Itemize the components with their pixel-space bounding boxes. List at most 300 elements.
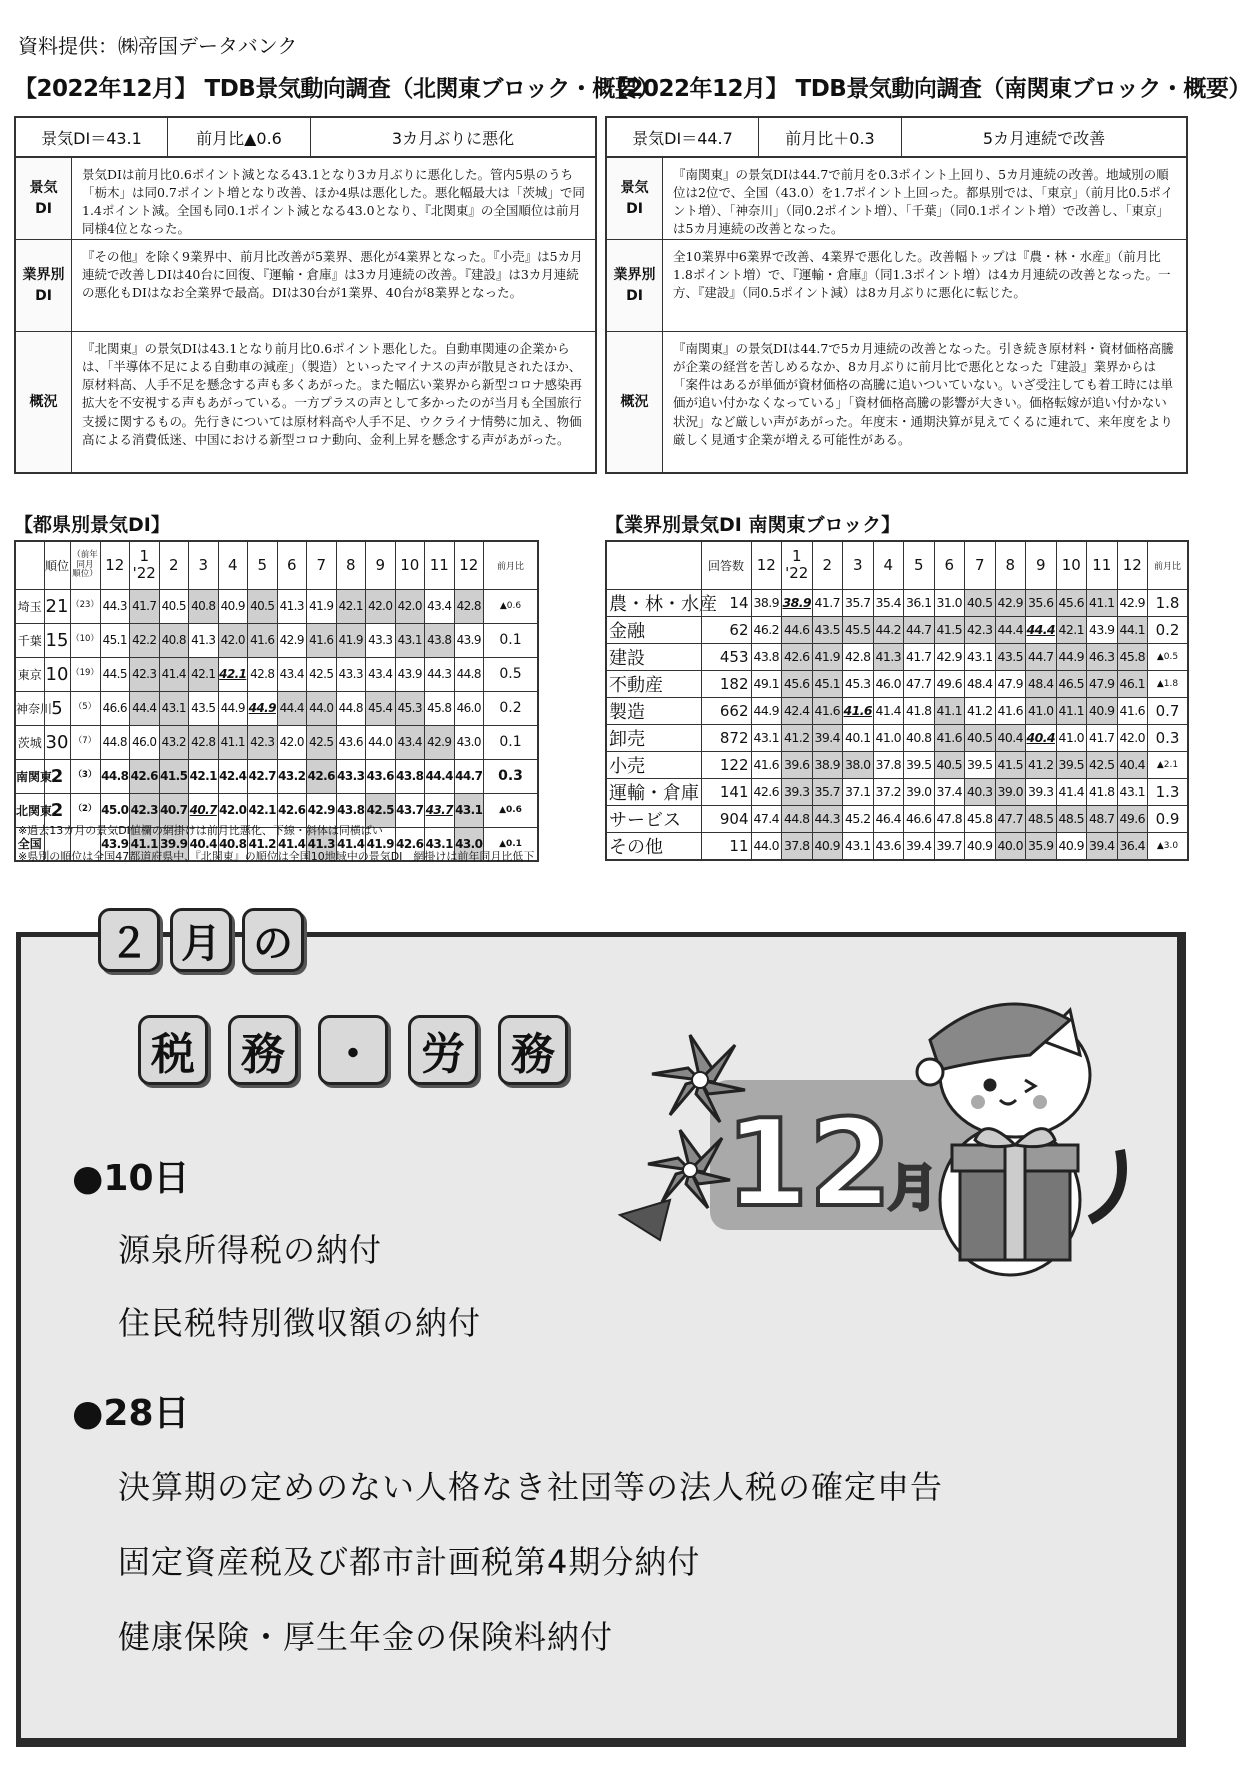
di-value: 42.3	[130, 793, 160, 827]
header-month: 2	[812, 541, 843, 589]
row-text: 『北関東』の景気DIは43.1となり前月比0.6ポイント悪化した。自動車関連の企業からは、「半導体不足による自動車の減産」（製造）といったマイナスの声が散見されたほか、原材料高、人手不足を懸念する声も多くあがった。また幅広い業界から新型コロナ感染再拡大を不安視する声もあがっている。一方プラスの声として多かったのが当月も全国旅行支援に関するもの。先行きについては原材料高や人手不足、ウクライナ情勢に加え、物価高による消費低迷、中国における新型コロナ動向、金利上昇を懸念する声があがった。	[82, 341, 583, 447]
row-change: ▲0.6	[484, 793, 539, 827]
row-change: 0.1	[484, 725, 539, 759]
header-change: 前月比	[484, 541, 539, 589]
di-value: 35.9	[1026, 832, 1057, 860]
row-count: 872	[701, 724, 751, 751]
table-row	[606, 832, 1188, 860]
di-value: 43.8	[425, 623, 455, 657]
di-value: 48.5	[1026, 805, 1057, 832]
di-value: 41.6	[751, 751, 782, 778]
di-value: 44.5	[100, 657, 130, 691]
di-value: 43.6	[336, 725, 366, 759]
di-value: 45.4	[366, 691, 396, 725]
di-value: 45.6	[1056, 589, 1087, 616]
row-prev-rank: （2）	[70, 793, 100, 827]
south-title: 【2022年12月】 TDB景気動向調査（南関東ブロック・概要）	[605, 76, 1251, 102]
di-value: 36.1	[904, 589, 935, 616]
di-value: 41.2	[1026, 751, 1057, 778]
row-name: 運輸・倉庫	[606, 778, 701, 805]
row-text: 『南関東』の景気DIは44.7で5カ月連続の改善となった。引き続き原材料・資材価格高騰が企業の経営を苦しめるなか、8カ月ぶりに前月比で悪化となった『建設』業界からは「案件はあるが単価が資材価格の高騰に追いついていない。いざ受注しても着工時には単価が追い付かなくなっている」「資材価格高騰の影響が大きい。価格転嫁が追い付かない状況」など厳しい声があがった。年度末・通期決算が見えてくるに連れて、来年度をより厳しく見通す企業が増える可能性がある。	[673, 341, 1174, 447]
header-month: 3	[843, 541, 874, 589]
row-label: 概況	[607, 332, 663, 472]
di-value: 44.6	[782, 616, 813, 643]
di-value: 41.2	[248, 827, 278, 861]
header-month: 7	[965, 541, 996, 589]
di-value: 44.9	[751, 697, 782, 724]
di-value: 46.3	[1087, 643, 1118, 670]
di-value: 44.4	[995, 616, 1026, 643]
di-value: 41.3	[307, 827, 337, 861]
di-value: 41.8	[1087, 778, 1118, 805]
di-value: 43.4	[425, 589, 455, 623]
di-value: 42.2	[130, 623, 160, 657]
di-value: 42.1	[248, 793, 278, 827]
di-value: 42.3	[130, 657, 160, 691]
di-value: 37.8	[782, 832, 813, 860]
di-value: 40.4	[995, 724, 1026, 751]
north-change: 前月比▲0.6	[168, 118, 311, 156]
di-value: 41.6	[812, 697, 843, 724]
table-row	[15, 657, 538, 691]
row-count: 141	[701, 778, 751, 805]
row-count: 182	[701, 670, 751, 697]
table-row	[15, 589, 538, 623]
schedule-item: 固定資産税及び都市計画税第4期分納付	[118, 1543, 701, 1581]
row-label: 概況	[16, 332, 72, 472]
north-summary-header	[16, 118, 595, 158]
north-di: 景気DI＝43.1	[16, 118, 168, 156]
di-value: 41.4	[159, 657, 189, 691]
di-value: 48.4	[1026, 670, 1057, 697]
di-value: 44.7	[1026, 643, 1057, 670]
di-value: 45.3	[395, 691, 425, 725]
month-unit: 月	[888, 1159, 938, 1217]
di-value: 42.6	[307, 759, 337, 793]
header-name-cell	[15, 541, 44, 589]
di-value: 39.5	[1056, 751, 1087, 778]
di-value: 46.6	[904, 805, 935, 832]
di-value: 31.0	[934, 589, 965, 616]
gift-box-icon	[952, 1129, 1078, 1260]
di-value: 41.7	[130, 589, 160, 623]
month-number: 12	[725, 1095, 892, 1234]
di-value: 43.7	[395, 793, 425, 827]
row-change: 1.8	[1148, 589, 1189, 616]
north-status: 3カ月ぶりに悪化	[391, 128, 515, 148]
di-value: 40.8	[218, 827, 248, 861]
header-month: 6	[934, 541, 965, 589]
di-value: 44.2	[873, 616, 904, 643]
di-value: 44.4	[1026, 616, 1057, 643]
table-note: ※県別の順位は全国47都道府県中、『北関東』の順位は全国10地域中の景気DI 網掛けは前年同月比低下	[18, 850, 535, 863]
di-value: 43.9	[1087, 616, 1118, 643]
row-change: 0.3	[1148, 724, 1189, 751]
header-month: 5	[904, 541, 935, 589]
di-value: 41.8	[904, 697, 935, 724]
schedule-item: 住民税特別徴収額の納付	[118, 1304, 482, 1342]
di-value: 40.3	[965, 778, 996, 805]
di-value: 39.5	[965, 751, 996, 778]
di-value: 41.0	[1026, 697, 1057, 724]
di-value: 42.1	[189, 657, 219, 691]
north-row-industry	[16, 240, 595, 332]
table-row	[606, 697, 1188, 724]
di-value: 41.6	[843, 697, 874, 724]
table-row	[606, 724, 1188, 751]
row-change: 0.9	[1148, 805, 1189, 832]
di-value: 41.2	[782, 724, 813, 751]
di-value: 48.5	[1056, 805, 1087, 832]
table-row	[606, 589, 1188, 616]
di-value: 43.4	[366, 657, 396, 691]
header-month: 9	[1026, 541, 1057, 589]
di-value: 47.8	[934, 805, 965, 832]
row-count: 904	[701, 805, 751, 832]
table-row	[15, 623, 538, 657]
row-rank: 21	[44, 589, 70, 623]
south-status: 5カ月連続で改善	[982, 128, 1106, 148]
header-month: 4	[873, 541, 904, 589]
di-value: 46.5	[1056, 670, 1087, 697]
di-value: 42.0	[277, 725, 307, 759]
di-value: 43.5	[995, 643, 1026, 670]
south-change: 前月比＋0.3	[759, 118, 902, 156]
header-month: 12	[751, 541, 782, 589]
di-value: 44.8	[782, 805, 813, 832]
di-value: 41.4	[277, 827, 307, 861]
di-value: 40.8	[904, 724, 935, 751]
di-value: 45.2	[843, 805, 874, 832]
north-title: 【2022年12月】 TDB景気動向調査（北関東ブロック・概要）	[14, 76, 660, 102]
table-row	[15, 691, 538, 725]
di-value: 44.3	[100, 589, 130, 623]
row-prev-rank: （23）	[70, 589, 100, 623]
di-value: 42.1	[189, 759, 219, 793]
row-name: 農・林・水産	[606, 589, 701, 616]
di-value: 39.4	[904, 832, 935, 860]
di-value: 40.5	[965, 724, 996, 751]
header-month: 7	[307, 541, 337, 589]
south-summary-header	[607, 118, 1186, 158]
row-prev-rank: （7）	[70, 725, 100, 759]
di-value: 48.7	[1087, 805, 1118, 832]
di-value: 41.2	[965, 697, 996, 724]
north-summary-panel	[14, 116, 597, 474]
di-value: 38.9	[782, 589, 813, 616]
di-value: 42.3	[965, 616, 996, 643]
row-label: 業界別 DI	[607, 240, 663, 331]
table-row	[606, 751, 1188, 778]
row-change: ▲0.5	[1148, 643, 1189, 670]
schedule-item: 決算期の定めのない人格なき社団等の法人税の確定申告	[118, 1468, 944, 1506]
di-value: 44.1	[1117, 616, 1148, 643]
di-value: 44.8	[100, 759, 130, 793]
row-rank: 15	[44, 623, 70, 657]
di-value: 41.1	[934, 697, 965, 724]
di-value: 42.5	[307, 725, 337, 759]
di-value: 40.9	[1056, 832, 1087, 860]
di-value: 40.0	[995, 832, 1026, 860]
di-value: 43.3	[366, 623, 396, 657]
di-value: 43.8	[336, 793, 366, 827]
di-value: 42.3	[248, 725, 278, 759]
di-value: 42.9	[995, 589, 1026, 616]
di-value: 40.9	[965, 832, 996, 860]
di-value: 40.1	[843, 724, 874, 751]
di-value: 43.3	[336, 657, 366, 691]
di-value: 38.0	[843, 751, 874, 778]
di-value: 40.5	[934, 751, 965, 778]
south-row-di	[607, 158, 1186, 240]
di-value: 43.5	[812, 616, 843, 643]
di-value: 47.9	[1087, 670, 1118, 697]
di-value: 41.7	[812, 589, 843, 616]
di-value: 46.0	[873, 670, 904, 697]
di-value: 45.0	[100, 793, 130, 827]
di-value: 42.7	[248, 759, 278, 793]
di-value: 39.0	[904, 778, 935, 805]
row-prev-rank: （5）	[70, 691, 100, 725]
di-value: 43.8	[395, 759, 425, 793]
di-value: 42.9	[307, 793, 337, 827]
row-prev-rank: （19）	[70, 657, 100, 691]
header-month: 10	[395, 541, 425, 589]
di-value: 41.9	[307, 589, 337, 623]
di-value: 41.9	[336, 623, 366, 657]
di-value: 45.8	[425, 691, 455, 725]
di-value: 40.7	[189, 793, 219, 827]
row-name: 卸売	[606, 724, 701, 751]
di-value: 40.7	[159, 793, 189, 827]
table-row	[606, 643, 1188, 670]
di-value: 37.1	[843, 778, 874, 805]
di-value: 44.0	[751, 832, 782, 860]
industry-di-table	[605, 540, 1189, 861]
di-value: 41.6	[307, 623, 337, 657]
row-name: その他	[606, 832, 701, 860]
industry-table-title: 【業界別景気DI 南関東ブロック】	[605, 514, 901, 536]
di-value: 44.3	[425, 657, 455, 691]
title-tile: 務	[228, 1015, 298, 1085]
di-value: 42.0	[395, 589, 425, 623]
di-value: 42.6	[277, 793, 307, 827]
row-name: 神奈川	[15, 691, 44, 725]
di-value: 48.4	[965, 670, 996, 697]
di-value: 41.6	[248, 623, 278, 657]
row-change: 0.1	[484, 623, 539, 657]
row-prev-rank: （3）	[70, 759, 100, 793]
di-value: 40.4	[1026, 724, 1057, 751]
di-value: 46.4	[873, 805, 904, 832]
row-label: 業界別 DI	[16, 240, 72, 331]
di-value: 40.4	[1117, 751, 1148, 778]
di-value: 42.6	[130, 759, 160, 793]
di-value: 49.6	[934, 670, 965, 697]
di-value: 41.3	[277, 589, 307, 623]
di-value: 43.2	[277, 759, 307, 793]
header-count: 回答数	[701, 541, 751, 589]
di-value: 45.8	[1117, 643, 1148, 670]
di-value: 43.7	[425, 793, 455, 827]
row-name: サービス	[606, 805, 701, 832]
di-value: 43.6	[873, 832, 904, 860]
row-name: 製造	[606, 697, 701, 724]
di-value: 42.8	[189, 725, 219, 759]
row-rank: 2	[44, 793, 70, 827]
schedule-heading: ●10日	[72, 1158, 190, 1199]
header-month: 4	[218, 541, 248, 589]
header-month: 2	[159, 541, 189, 589]
di-value: 41.6	[934, 724, 965, 751]
di-value: 39.9	[159, 827, 189, 861]
di-value: 41.6	[995, 697, 1026, 724]
di-value: 42.1	[1056, 616, 1087, 643]
di-value: 40.9	[218, 589, 248, 623]
row-change: ▲3.0	[1148, 832, 1189, 860]
di-value: 42.0	[1117, 724, 1148, 751]
row-change: 0.5	[484, 657, 539, 691]
south-di: 景気DI＝44.7	[607, 118, 759, 156]
row-change: 0.2	[484, 691, 539, 725]
di-value: 46.0	[454, 691, 484, 725]
di-value: 42.6	[751, 778, 782, 805]
di-value: 42.9	[934, 643, 965, 670]
di-value: 43.8	[751, 643, 782, 670]
industry-table-header	[606, 541, 1188, 589]
di-value: 42.6	[395, 827, 425, 861]
row-name: 埼玉	[15, 589, 44, 623]
header-month: 5	[248, 541, 278, 589]
schedule-item: 健康保険・厚生年金の保険料納付	[118, 1618, 614, 1656]
di-value: 39.5	[904, 751, 935, 778]
row-change: 0.7	[1148, 697, 1189, 724]
table-row	[606, 670, 1188, 697]
di-value: 42.0	[218, 623, 248, 657]
di-value: 39.4	[812, 724, 843, 751]
row-count: 11	[701, 832, 751, 860]
di-value: 43.1	[425, 827, 455, 861]
header-month: 9	[366, 541, 396, 589]
row-change: ▲1.8	[1148, 670, 1189, 697]
di-value: 45.5	[843, 616, 874, 643]
di-value: 44.7	[454, 759, 484, 793]
di-value: 37.8	[873, 751, 904, 778]
row-count: 662	[701, 697, 751, 724]
di-value: 42.1	[336, 589, 366, 623]
di-value: 38.9	[812, 751, 843, 778]
di-value: 44.9	[248, 691, 278, 725]
row-name: 金融	[606, 616, 701, 643]
row-count: 62	[701, 616, 751, 643]
di-value: 49.1	[751, 670, 782, 697]
di-value: 45.3	[843, 670, 874, 697]
row-name: 南関東	[15, 759, 44, 793]
row-count: 453	[701, 643, 751, 670]
row-rank: 10	[44, 657, 70, 691]
row-text: 『その他』を除く9業界中、前月比改善が5業界、悪化が4業界となった。『小売』は5カ月連続で改善しDIは40台に回復、『運輸・倉庫』は3カ月連続の改善。『建設』は3カ月連続の悪化もDIはなお全業界で最高。DIは30台が1業界、40台が8業界となった。	[82, 249, 583, 301]
di-value: 47.9	[995, 670, 1026, 697]
row-name: 不動産	[606, 670, 701, 697]
header-month: 1 '22	[782, 541, 813, 589]
di-value: 42.9	[425, 725, 455, 759]
di-value: 35.7	[812, 778, 843, 805]
di-value: 42.8	[843, 643, 874, 670]
row-name: 東京	[15, 657, 44, 691]
di-value: 41.4	[873, 697, 904, 724]
di-value: 41.1	[130, 827, 160, 861]
di-value: 40.9	[1087, 697, 1118, 724]
row-label: 景気 DI	[607, 158, 663, 239]
source-credit: 資料提供：㈱帝国データバンク	[18, 34, 298, 58]
header-month: 12	[100, 541, 130, 589]
header-month: 12	[1117, 541, 1148, 589]
di-value: 41.4	[336, 827, 366, 861]
di-value: 40.8	[189, 589, 219, 623]
di-value: 46.2	[751, 616, 782, 643]
row-text: 景気DIは前月比0.6ポイント減となる43.1となり3カ月ぶりに悪化した。管内5県のうち「栃木」は同0.7ポイント増となり改善、ほか4県は悪化した。悪化幅最大は「茨城」で同1.4ポイント減。全国も同0.1ポイント減となる43.0となり、『北関東』の全国順位は前月同様4位となった。	[82, 167, 585, 237]
di-value: 45.1	[100, 623, 130, 657]
di-value: 47.7	[904, 670, 935, 697]
di-value: 41.9	[366, 827, 396, 861]
row-change: ▲0.1	[484, 827, 539, 861]
row-prev-rank: （10）	[70, 623, 100, 657]
di-value: 44.8	[336, 691, 366, 725]
di-value: 43.3	[336, 759, 366, 793]
row-change: 1.3	[1148, 778, 1189, 805]
title-tile: 労	[408, 1015, 478, 1085]
di-value: 47.4	[751, 805, 782, 832]
row-name: 北関東	[15, 793, 44, 827]
row-rank: 30	[44, 725, 70, 759]
header-month: 8	[995, 541, 1026, 589]
di-value: 44.4	[130, 691, 160, 725]
title-tile: の	[242, 908, 304, 972]
header-month: 10	[1056, 541, 1087, 589]
table-row	[606, 805, 1188, 832]
di-value: 37.4	[934, 778, 965, 805]
di-value: 41.7	[904, 643, 935, 670]
di-value: 44.9	[1056, 643, 1087, 670]
di-value: 40.4	[189, 827, 219, 861]
di-value: 44.4	[277, 691, 307, 725]
header-month: 1 '22	[130, 541, 160, 589]
row-rank: 2	[44, 759, 70, 793]
di-value: 41.1	[1087, 589, 1118, 616]
di-value: 41.0	[873, 724, 904, 751]
title-tile: 月	[170, 908, 232, 972]
header-month: 12	[454, 541, 484, 589]
row-change: 0.2	[1148, 616, 1189, 643]
row-label: 景気 DI	[16, 158, 72, 239]
di-value: 44.8	[454, 657, 484, 691]
di-value: 43.4	[395, 725, 425, 759]
di-value: 43.1	[1117, 778, 1148, 805]
di-value: 42.6	[782, 643, 813, 670]
row-change: ▲2.1	[1148, 751, 1189, 778]
di-value: 41.9	[812, 643, 843, 670]
di-value: 44.9	[218, 691, 248, 725]
di-value: 43.6	[366, 759, 396, 793]
prefecture-table-title: 【都県別景気DI】	[14, 514, 170, 536]
di-value: 41.6	[1117, 697, 1148, 724]
di-value: 42.4	[218, 759, 248, 793]
row-name: 千葉	[15, 623, 44, 657]
di-value: 46.0	[130, 725, 160, 759]
di-value: 44.7	[904, 616, 935, 643]
table-row	[606, 616, 1188, 643]
di-value: 37.2	[873, 778, 904, 805]
